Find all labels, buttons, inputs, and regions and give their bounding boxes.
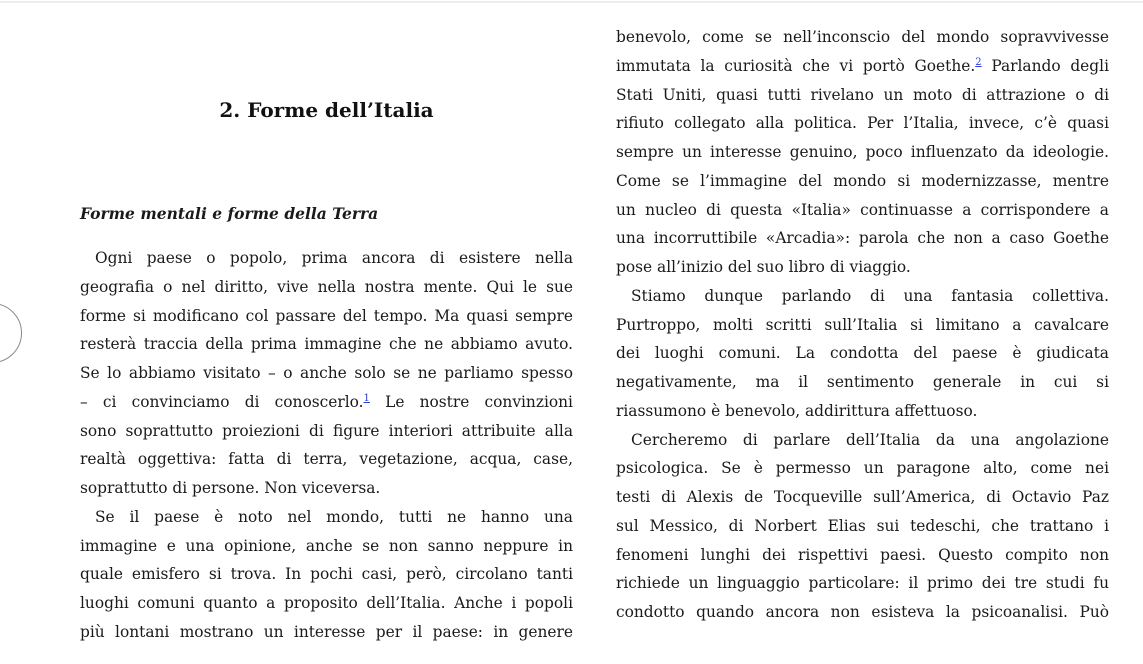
text-line: rifiuto collegato alla politica. Per l’Italia, invece, c’è quasi — [616, 114, 1109, 133]
text-line: una incorruttibile «Arcadia»: parola che non a caso Goethe — [616, 229, 1109, 248]
text-line-with-footnote — [616, 52, 1109, 81]
text-line: quale emisfero si trova. In pochi casi, però, circolano tanti — [80, 565, 573, 584]
text-line: Stiamo dunque parlando di una fantasia collettiva. — [631, 286, 1109, 305]
text-line: sul Messico, di Norbert Elias sui tedeschi, che trattano i — [616, 516, 1109, 535]
text-line: resterà traccia della prima immagine che ne abbiamo avuto. — [80, 335, 573, 354]
text-line: Se il paese è noto nel mondo, tutti ne hanno una — [95, 507, 573, 526]
text-line: luoghi comuni quanto a proposito dell’Italia. Anche i popoli — [80, 594, 573, 612]
text-line: psicologica. Se è permesso un paragone alto, come nei — [616, 459, 1109, 478]
text-line: Cercheremo di parlare dell’Italia da una angolazione — [631, 430, 1109, 449]
footnote-link-1[interactable]: 1 — [363, 392, 370, 404]
chapter-title: 2. Forme dell’Italia — [219, 98, 434, 122]
text-line: immagine e una opinione, anche se non sanno neppure in — [80, 536, 573, 555]
text-line: sempre un interesse genuino, poco influenzato da ideologie. — [616, 143, 1109, 161]
text-line: richiede un linguaggio particolare: il primo dei tre studi fu — [616, 574, 1109, 593]
text-line: un nucleo di questa «Italia» continuasse a corrispondere a — [616, 200, 1109, 219]
text-line: Stati Uniti, quasi tutti rivelano un moto di attrazione o di — [616, 85, 1109, 104]
previous-page-button[interactable] — [0, 303, 22, 363]
text-line: fenomeni lunghi dei rispettivi paesi. Questo compito non — [616, 545, 1109, 564]
right-column-text — [616, 23, 1109, 627]
text-line-with-footnote — [80, 388, 573, 417]
text-fragment: Le nostre convinzioni — [385, 392, 573, 411]
text-line: pose all’inizio del suo libro di viaggio. — [616, 258, 911, 276]
text-line: più lontani mostrano un interesse per il paese: in genere — [80, 622, 573, 641]
text-line: condotto quando ancora non esisteva la psicoanalisi. Può — [616, 603, 1109, 621]
footnote-link-2[interactable]: 2 — [975, 56, 982, 68]
text-line: riassumono è benevolo, addirittura affettuoso. — [616, 401, 978, 420]
text-line: Se lo abbiamo visitato – o anche solo se ne parliamo spesso — [80, 364, 573, 382]
text-line: realtà oggettiva: fatta di terra, vegetazione, acqua, case, — [80, 450, 573, 469]
text-line: testi di Alexis de Tocqueville sull’America, di Octavio Paz — [616, 488, 1109, 506]
text-line: sono soprattutto proiezioni di figure interiori attribuite alla — [80, 421, 573, 440]
text-line: geografia o nel diritto, vive nella nostra mente. Qui le sue — [80, 277, 573, 296]
text-fragment: – ci convinciamo di conoscerlo. — [80, 392, 364, 411]
text-fragment: Parlando degli — [991, 56, 1109, 75]
top-divider — [0, 1, 1143, 3]
text-line: benevolo, come se nell’inconscio del mondo sopravvivesse — [616, 28, 1109, 46]
text-line: dei luoghi comuni. La condotta del paese è giudicata — [616, 344, 1109, 363]
section-title: Forme mentali e forme della Terra — [80, 204, 379, 223]
text-line: forme si modificano col passare del tempo. Ma quasi sempre — [80, 306, 573, 325]
text-fragment: immutata la curiosità che vi portò Goethe. — [616, 56, 976, 75]
text-line: Ogni paese o popolo, prima ancora di esistere nella — [95, 249, 573, 267]
left-column-text — [80, 244, 573, 647]
text-line: negativamente, ma il sentimento generale in cui si — [616, 373, 1109, 391]
text-line: soprattutto di persone. Non viceversa. — [80, 479, 381, 497]
text-line: Purtroppo, molti scritti sull’Italia si limitano a cavalcare — [616, 315, 1109, 334]
text-line: Come se l’immagine del mondo si modernizzasse, mentre — [616, 171, 1109, 190]
